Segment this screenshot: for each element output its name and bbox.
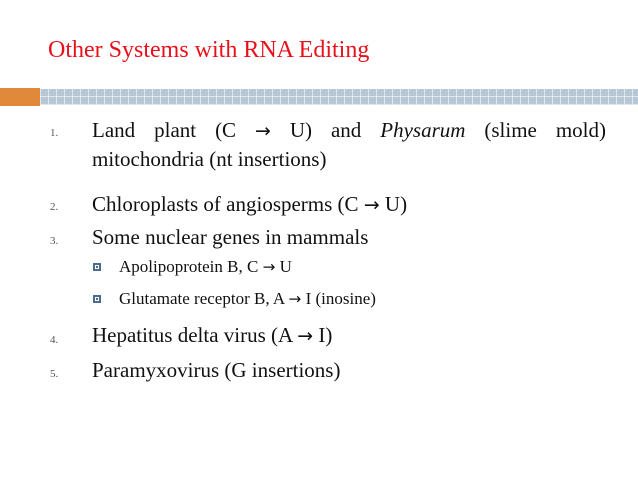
item-text: I (inosine) <box>301 289 376 308</box>
list-number: 4. <box>50 334 59 346</box>
item-text: Apolipoprotein B, C <box>119 257 263 276</box>
item-text: U) <box>379 192 408 216</box>
sub-list-item <box>119 257 292 277</box>
item-text: Chloroplasts of angiosperms (C <box>92 192 364 216</box>
arrow-icon: → <box>262 258 276 276</box>
square-bullet-icon <box>93 263 101 271</box>
item-text: (slime mold) <box>465 118 606 142</box>
list-item: Some nuclear genes in mammals <box>92 225 369 249</box>
list-item <box>92 117 606 144</box>
list-item <box>92 322 332 349</box>
list-number: 5. <box>50 368 59 380</box>
item-text: U <box>275 257 292 276</box>
sub-list-item <box>119 289 376 309</box>
item-text: U) and <box>270 118 381 142</box>
list-item: Paramyxovirus (G insertions) <box>92 358 341 382</box>
list-number: 2. <box>50 201 59 213</box>
arrow-icon: → <box>363 194 380 216</box>
item-text: Hepatitus delta virus (A <box>92 323 298 347</box>
list-item-continuation: mitochondria (nt insertions) <box>92 147 327 171</box>
item-text: I) <box>313 323 333 347</box>
item-text: Land plant (C <box>92 118 256 142</box>
arrow-icon: → <box>255 120 271 142</box>
square-bullet-icon <box>93 295 101 303</box>
arrow-icon: → <box>288 290 302 308</box>
arrow-icon: → <box>297 325 314 347</box>
slide-title: Other Systems with RNA Editing <box>48 37 370 63</box>
list-number: 3. <box>50 235 59 247</box>
item-text: Glutamate receptor B, A <box>119 289 289 308</box>
list-number: 1. <box>50 127 59 139</box>
item-italic-term: Physarum <box>380 118 466 142</box>
list-item <box>92 191 407 218</box>
